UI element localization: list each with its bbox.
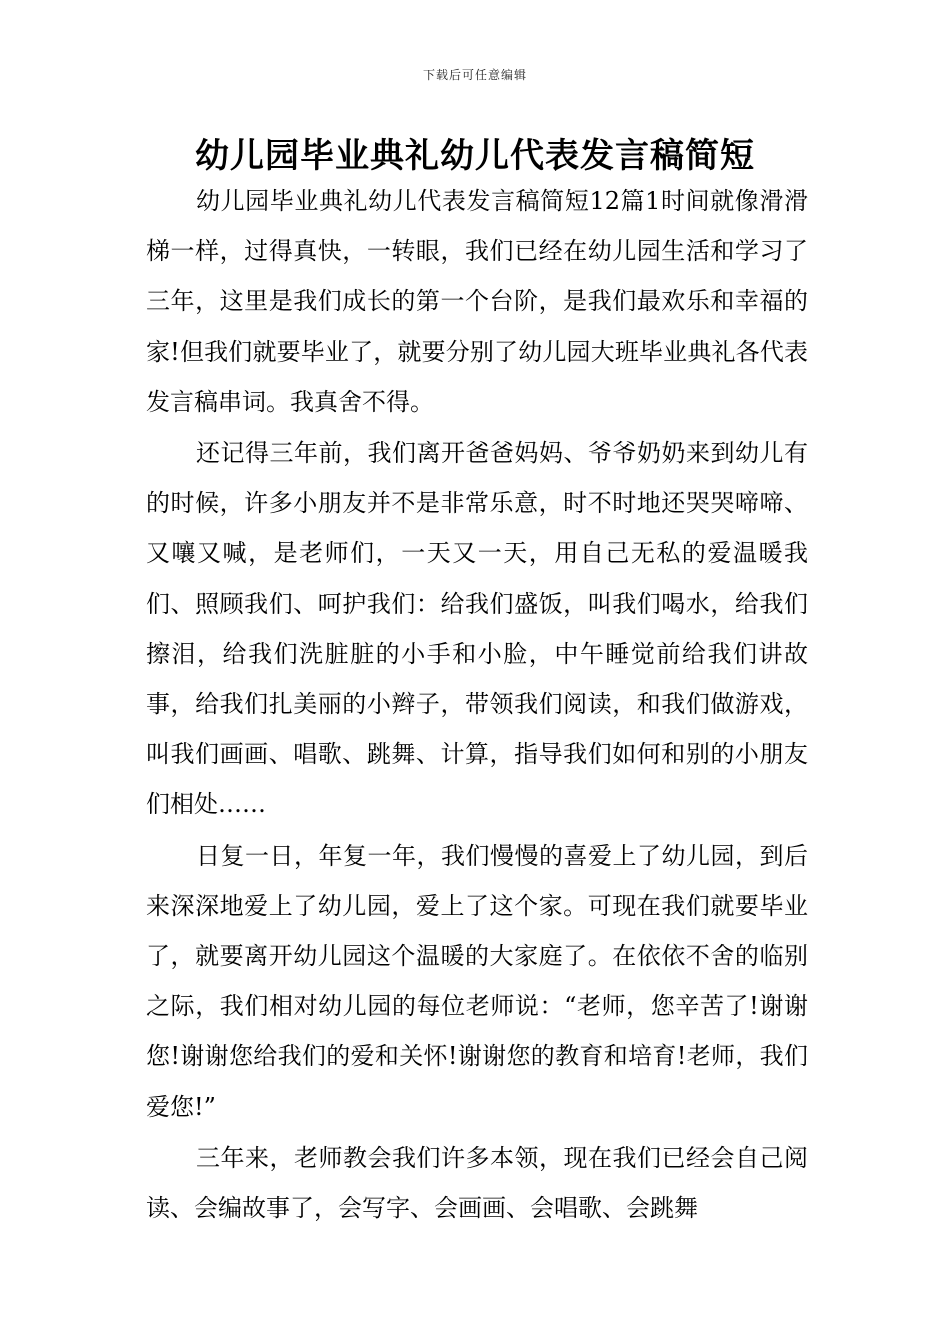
document-title: 幼儿园毕业典礼幼儿代表发言稿简短	[195, 136, 755, 176]
document-body	[146, 176, 808, 1234]
paragraph: 幼儿园毕业典礼幼儿代表发言稿简短12篇1时间就像滑滑梯一样，过得真快，一转眼，我们已经在幼儿园生活和学习了三年，这里是我们成长的第一个台阶，是我们最欢乐和幸福的家!但我们就要毕业了，就要分别了幼儿园大班毕业典礼各代表发言稿串词。我真舍不得。	[146, 187, 808, 416]
paragraph: 三年来，老师教会我们许多本领，现在我们已经会自己阅读、会编故事了，会写字、会画画、会唱歌、会跳舞	[146, 1143, 808, 1223]
header-note: 下载后可任意编辑	[422, 68, 527, 82]
paragraph: 日复一日，年复一年，我们慢慢的喜爱上了幼儿园，到后来深深地爱上了幼儿园，爱上了这个家。可现在我们就要毕业了，就要离开幼儿园这个温暖的大家庭了。在依依不舍的临别之际，我们相对幼儿园的每位老师说：“老师，您辛苦了!谢谢您!谢谢您给我们的爱和关怀!谢谢您的教育和培育!老师，我们爱您!”	[146, 841, 808, 1121]
paragraph: 还记得三年前，我们离开爸爸妈妈、爷爷奶奶来到幼儿有的时候，许多小朋友并不是非常乐意，时不时地还哭哭啼啼、又嚷又喊，是老师们，一天又一天，用自己无私的爱温暖我们、照顾我们、呵护我们：给我们盛饭，叫我们喝水，给我们擦泪，给我们洗脏脏的小手和小脸，中午睡觉前给我们讲故事，给我们扎美丽的小辫子，带领我们阅读，和我们做游戏，叫我们画画、唱歌、跳舞、计算，指导我们如何和别的小朋友们相处……	[146, 439, 808, 819]
